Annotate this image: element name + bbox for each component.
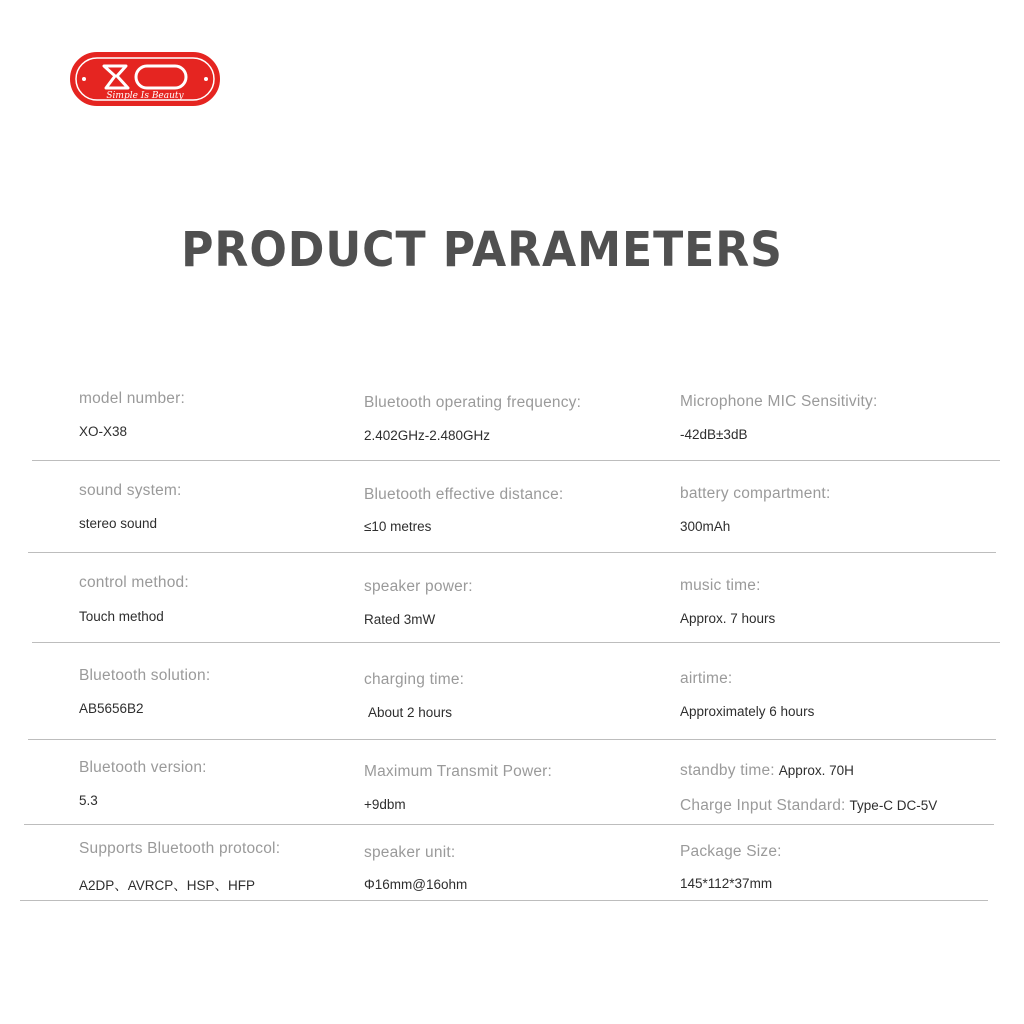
param-label: model number: — [79, 390, 185, 407]
param-label: battery compartment: — [680, 485, 831, 502]
param-value: AB5656B2 — [79, 701, 144, 716]
row-divider — [24, 824, 994, 825]
param-label: Bluetooth effective distance: — [364, 486, 564, 503]
param-standby-time — [680, 762, 854, 780]
param-label: speaker power: — [364, 578, 473, 595]
param-label: Bluetooth solution: — [79, 667, 211, 684]
param-label: Bluetooth operating frequency: — [364, 394, 582, 411]
param-value: Approx. 7 hours — [680, 611, 776, 626]
param-label: Bluetooth version: — [79, 759, 207, 776]
row-divider — [28, 739, 996, 740]
param-label: standby time: — [680, 762, 775, 779]
param-label: Package Size: — [680, 843, 782, 860]
param-value: Approximately 6 hours — [680, 704, 815, 719]
param-label: airtime: — [680, 670, 733, 687]
param-value: A2DP、AVRCP、HSP、HFP — [79, 878, 256, 893]
param-value: Approx. 70H — [778, 763, 854, 778]
param-label: charging time: — [364, 671, 465, 688]
param-value: About 2 hours — [368, 705, 453, 720]
param-value: +9dbm — [364, 797, 406, 812]
param-value: Touch method — [79, 609, 164, 624]
param-value: 2.402GHz-2.480GHz — [364, 428, 491, 443]
param-label: Supports Bluetooth protocol: — [79, 840, 281, 857]
param-value: -42dB±3dB — [680, 427, 748, 442]
param-label: Charge Input Standard: — [680, 797, 846, 814]
param-label: sound system: — [79, 482, 182, 499]
row-divider — [20, 900, 988, 901]
param-value: 300mAh — [680, 519, 731, 534]
row-divider — [28, 552, 996, 553]
param-value: ≤10 metres — [364, 519, 432, 534]
param-value: 5.3 — [79, 793, 98, 808]
param-label: speaker unit: — [364, 844, 456, 861]
row-divider — [32, 642, 1000, 643]
param-value: stereo sound — [79, 516, 158, 531]
param-label: Maximum Transmit Power: — [364, 763, 553, 780]
param-value: Φ16mm@16ohm — [364, 877, 468, 892]
param-value: Rated 3mW — [364, 612, 436, 627]
param-label: Microphone MIC Sensitivity: — [680, 393, 878, 410]
brand-tagline: Simple Is Beauty — [106, 91, 184, 101]
param-label: control method: — [79, 574, 189, 591]
param-value: 145*112*37mm — [680, 876, 773, 891]
page-title: PRODUCT PARAMETERS — [181, 222, 783, 278]
param-value: Type-C DC-5V — [849, 798, 938, 813]
param-value: XO-X38 — [79, 424, 128, 439]
param-charge-input — [680, 797, 937, 815]
param-label: music time: — [680, 577, 761, 594]
row-divider — [32, 460, 1000, 461]
